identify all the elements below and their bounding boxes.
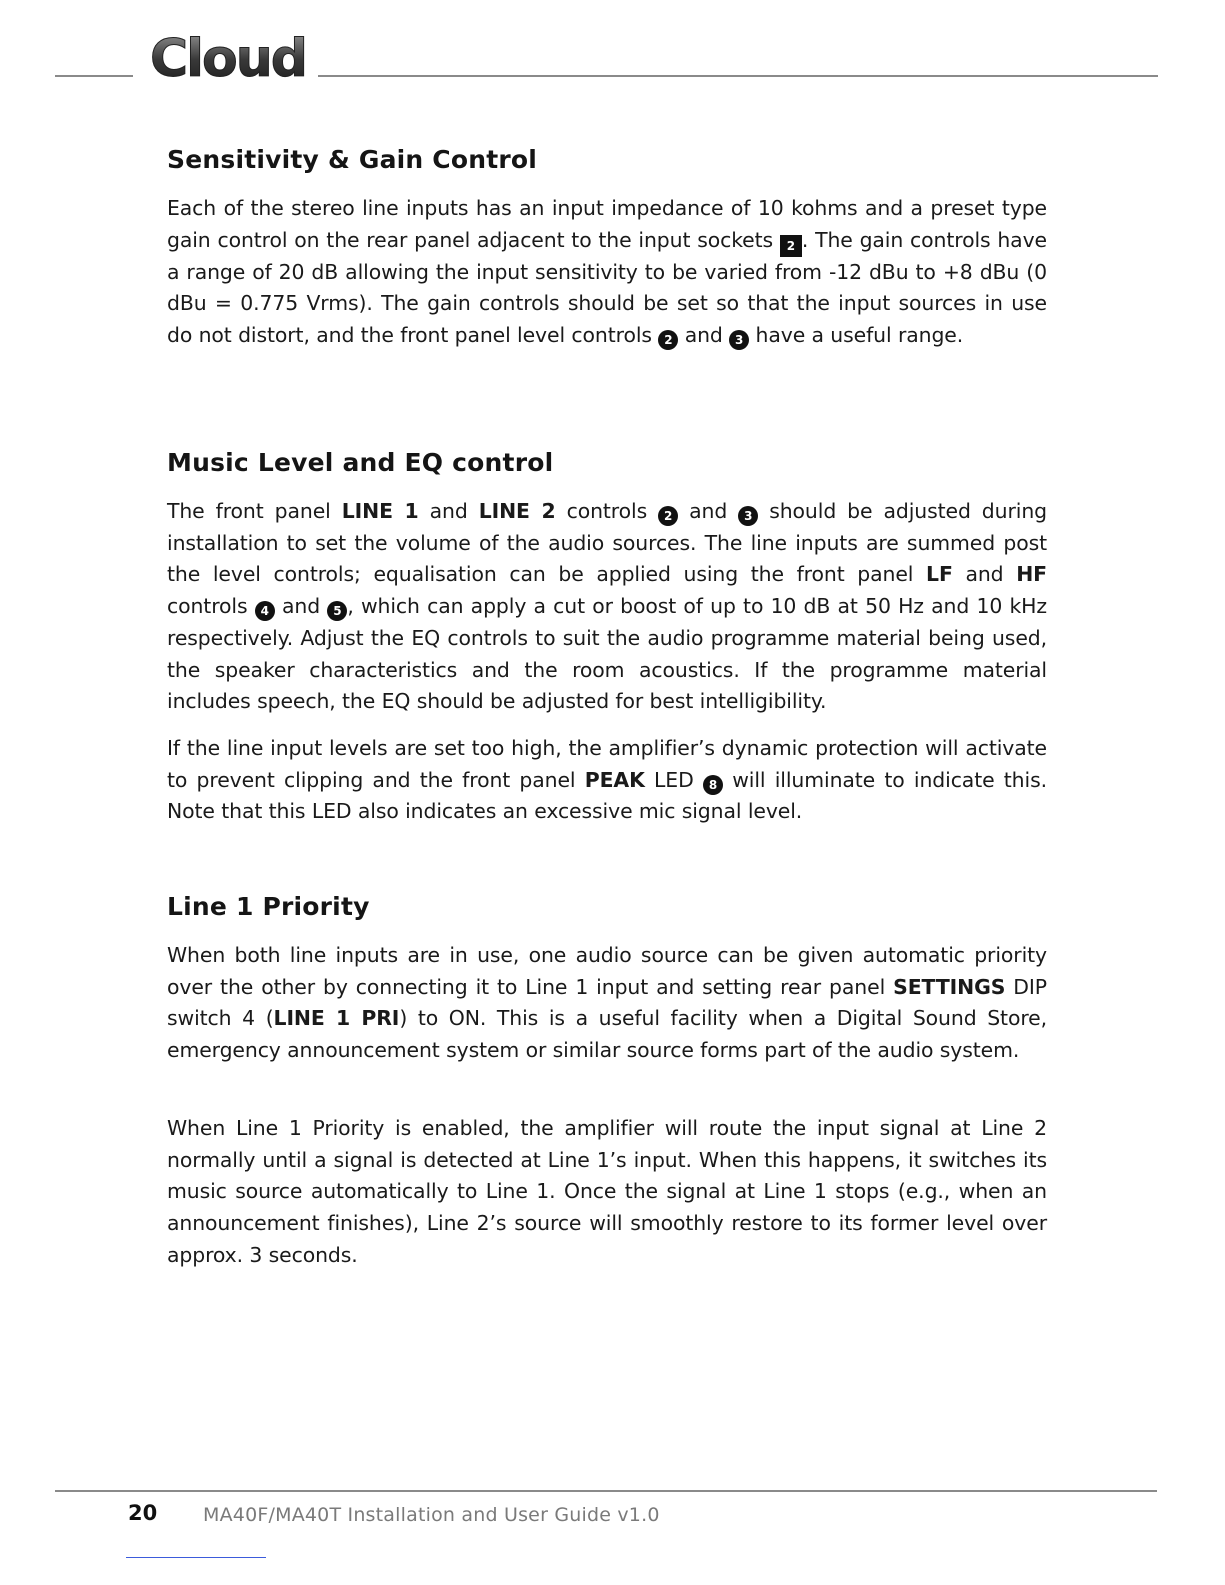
text-run: DIP switch 4 ( bbox=[167, 974, 1048, 1031]
body-paragraph bbox=[167, 496, 1047, 718]
text-run: and bbox=[952, 562, 1017, 587]
text-run: ) to ON. This is a useful facility when a Digital Sound Store, emergency announcement system or similar source forms part of the audio system. bbox=[167, 1006, 1047, 1063]
body-paragraph bbox=[167, 1113, 1047, 1272]
control-number-badge: 3 bbox=[738, 506, 758, 526]
section-heading: Line 1 Priority bbox=[167, 892, 370, 921]
body-paragraph bbox=[167, 193, 1047, 352]
bold-label: LINE 2 bbox=[478, 499, 556, 523]
text-run: When Line 1 Priority is enabled, the amplifier will route the input signal at Line 2 normally until a signal is detected at Line 1’s input. When this happens, it switches its music source automatically to Line 1. Once the signal at Line 1 stops (e.g., when an announcement finishes), Line 2’s source will smoothly restore to its former level over approx. 3 seconds. bbox=[167, 1116, 1047, 1267]
text-run: , which can apply a cut or boost of up to 10 dB at 50 Hz and 10 kHz respectively. Adjust the EQ controls to suit the audio programme material being used, the speaker characteristics and the room acoustics. If the programme material includes speech, the EQ should be adjusted for best intelligibility. bbox=[167, 594, 1048, 714]
text-run: If the line input levels are set too high, the amplifier’s dynamic protection will activate to prevent clipping and the front panel bbox=[167, 736, 1047, 792]
text-run: and bbox=[274, 594, 328, 619]
section-heading: Sensitivity & Gain Control bbox=[167, 145, 538, 174]
rear-panel-number-badge: 2 bbox=[780, 235, 802, 257]
cloud-logo bbox=[148, 30, 306, 82]
text-run: have a useful range. bbox=[749, 323, 964, 348]
page-number: 20 bbox=[128, 1501, 158, 1525]
bold-label: SETTINGS bbox=[893, 974, 1006, 999]
control-number-badge: 8 bbox=[703, 775, 723, 795]
text-run: controls bbox=[555, 499, 659, 523]
page-header bbox=[0, 0, 1225, 110]
control-number-badge: 5 bbox=[327, 601, 347, 621]
bold-label: LINE 1 bbox=[341, 499, 419, 523]
text-run: . The gain controls have a range of 20 dB allowing the input sensitivity to be varied from -12 dBu to +8 dBu (0 dBu = 0.775 Vrms). The gain controls should be set so that the input sources in use do not distort, and the front panel level controls bbox=[167, 227, 1047, 348]
control-number-badge: 2 bbox=[658, 506, 678, 526]
text-run: Each of the stereo line inputs has an input impedance of 10 kohms and a preset type gain control on the rear panel adjacent to the input sockets bbox=[167, 196, 1047, 252]
text-run: LED bbox=[644, 767, 703, 792]
text-run: and bbox=[678, 323, 730, 348]
body-paragraph bbox=[167, 733, 1047, 828]
text-run: should be adjusted during installation to set the volume of the audio sources. The line inputs are summed post the level controls; equalisation can be applied using the front panel bbox=[167, 499, 1047, 587]
text-run: and bbox=[418, 499, 479, 523]
link-underline bbox=[126, 1557, 266, 1558]
page-margin-strip bbox=[1158, 0, 1225, 1585]
control-number-badge: 3 bbox=[729, 330, 749, 350]
text-run: will illuminate to indicate this. Note that this LED also indicates an excessive mic signal level. bbox=[167, 767, 1047, 824]
header-rule-right bbox=[318, 75, 1158, 77]
bold-label: PEAK bbox=[584, 767, 645, 792]
body-paragraph bbox=[167, 940, 1047, 1067]
text-run: The front panel bbox=[167, 499, 342, 523]
text-run: controls bbox=[167, 594, 255, 619]
control-number-badge: 4 bbox=[255, 601, 275, 621]
footer-document-title: MA40F/MA40T Installation and User Guide v1.0 bbox=[203, 1504, 660, 1526]
footer-rule bbox=[55, 1490, 1157, 1492]
bold-label: HF bbox=[1016, 562, 1047, 587]
svg-text:Cloud: Cloud bbox=[150, 30, 306, 82]
section-heading: Music Level and EQ control bbox=[167, 448, 554, 477]
text-run: When both line inputs are in use, one audio source can be given automatic priority over the other by connecting it to Line 1 input and setting rear panel bbox=[167, 943, 1047, 999]
header-rule-left bbox=[55, 75, 133, 77]
bold-label: LINE 1 PRI bbox=[273, 1006, 400, 1031]
control-number-badge: 2 bbox=[658, 330, 678, 350]
bold-label: LF bbox=[926, 562, 953, 587]
text-run: and bbox=[678, 499, 739, 523]
